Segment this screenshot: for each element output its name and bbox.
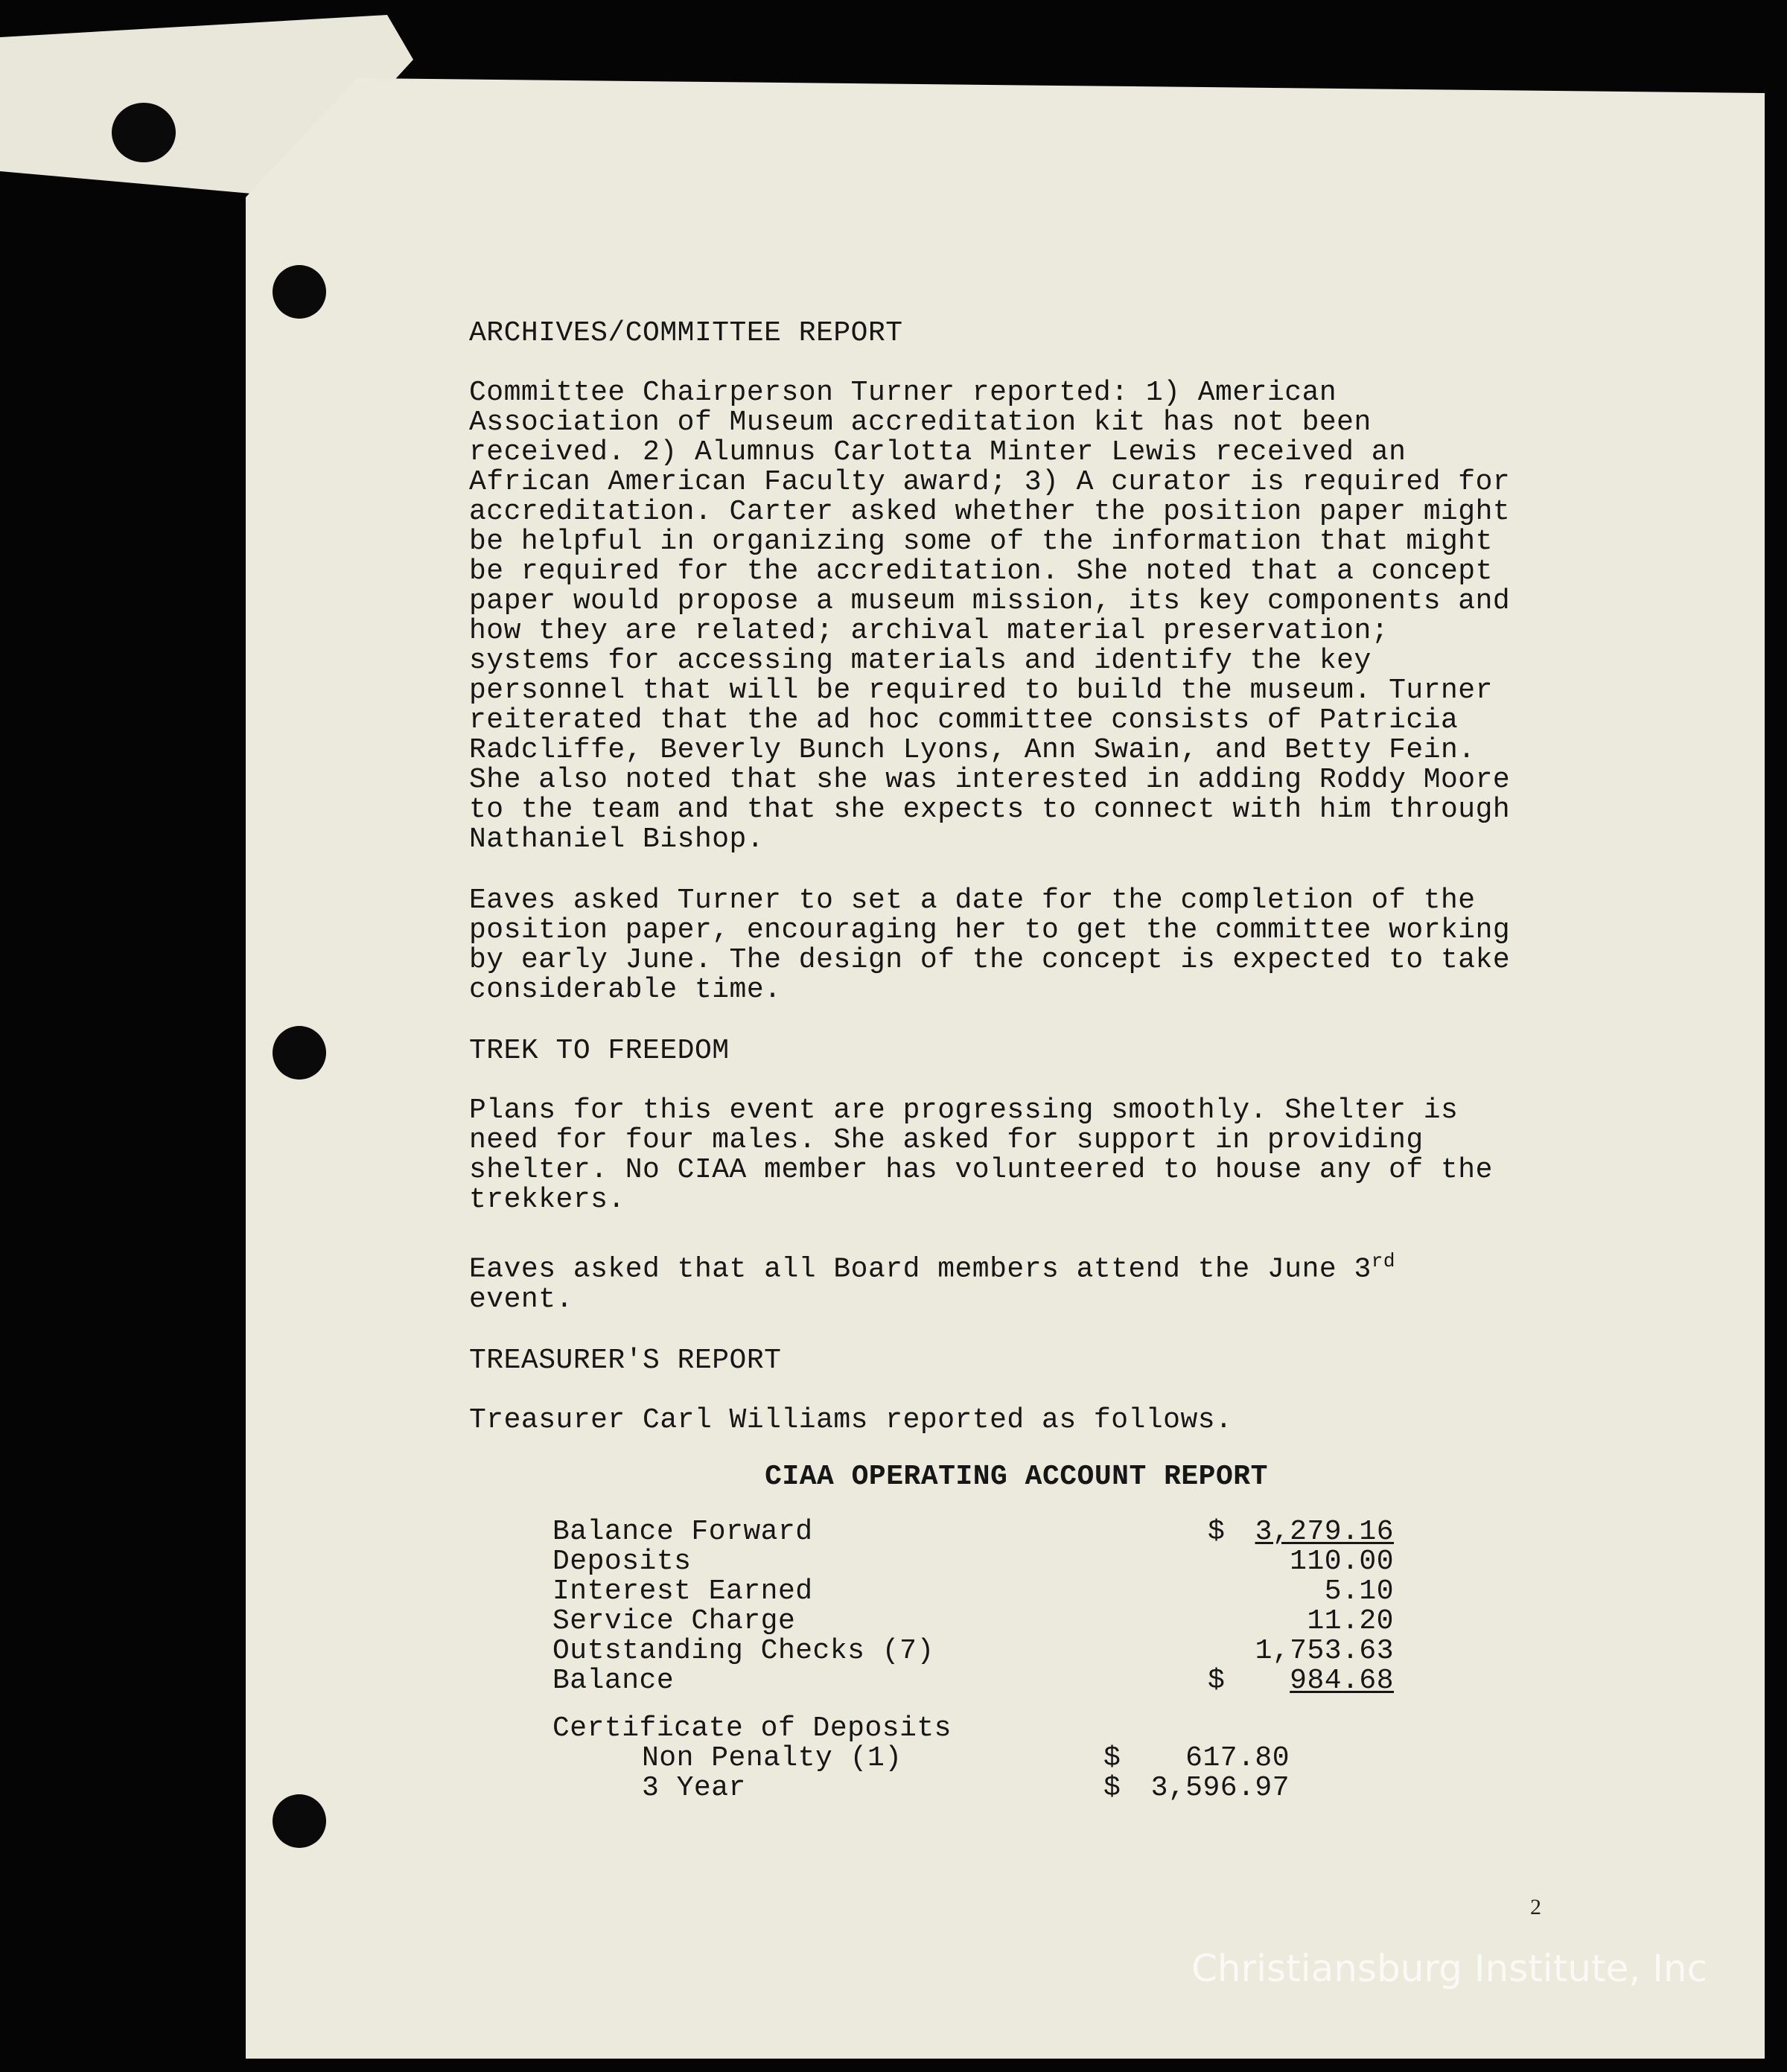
- row-label: 3 Year: [642, 1771, 746, 1804]
- row-label: Balance: [552, 1664, 675, 1697]
- page-number: 2: [1530, 1895, 1541, 1919]
- table-row: [552, 1517, 1394, 1547]
- certificate-of-deposits-table: [642, 1741, 1290, 1804]
- table-row: [552, 1547, 1394, 1577]
- row-amount: 11.20: [1307, 1604, 1394, 1637]
- table-row: [552, 1666, 1394, 1696]
- row-amount: 5.10: [1324, 1575, 1394, 1607]
- punch-hole-middle: [273, 1026, 326, 1080]
- row-currency: [1208, 1607, 1237, 1636]
- certificate-of-deposits-title: Certificate of Deposits: [552, 1712, 952, 1744]
- row-amount: 3,279.16: [1255, 1515, 1394, 1548]
- archives-paragraph-2: Eaves asked Turner to set a date for the completion of the position paper, encouraging her to get the committee working by early June. The design of the concept is expected to take considerable time.: [469, 884, 1511, 1006]
- row-currency: [1208, 1636, 1237, 1666]
- table-row: [642, 1773, 1290, 1803]
- row-currency: $: [1208, 1515, 1226, 1548]
- trek-paragraph-2-text: Eaves asked that all Board members attend the June 3: [469, 1253, 1372, 1286]
- trek-heading: TREK TO FREEDOM: [469, 1035, 730, 1067]
- row-label: Interest Earned: [552, 1575, 813, 1607]
- table-row: [552, 1607, 1394, 1636]
- punch-hole-bottom: [273, 1794, 326, 1848]
- ordinal-suffix: rd: [1371, 1250, 1396, 1272]
- row-amount: 110.00: [1290, 1545, 1394, 1578]
- treasurer-heading: TREASURER'S REPORT: [469, 1344, 782, 1377]
- table-row: [552, 1577, 1394, 1607]
- treasurer-intro: Treasurer Carl Williams reported as follows.: [469, 1403, 1233, 1436]
- punch-hole-top: [273, 265, 326, 319]
- row-amount: 617.80: [1185, 1741, 1290, 1774]
- trek-paragraph-2: [469, 1246, 1549, 1315]
- archives-paragraph-1: Committee Chairperson Turner reported: 1) American Association of Museum accreditation kit has not been received. 2) Alumnus Carlotta Minter Lewis received an African American Faculty award; 3) A curator is required for accreditation. Carter asked whether the position paper might be helpful in organizing some of the information that might be required for the accreditation. She noted that a concept paper would propose a museum mission, its key components and how they are related; archival material preservation; systems for accessing materials and identify the key personnel that will be required to build the museum. Turner reiterated that the ad hoc committee consists of Patricia Radcliffe, Beverly Bunch Lyons, Ann Swain, and Betty Fein. She also noted that she was interested in adding Roddy Moore to the team and that she expects to connect with him through Nathaniel Bishop.: [469, 377, 1511, 855]
- document-body: [469, 319, 1549, 1803]
- archives-heading: ARCHIVES/COMMITTEE REPORT: [469, 317, 903, 349]
- operating-account-report-title: CIAA OPERATING ACCOUNT REPORT: [765, 1460, 1268, 1493]
- row-currency: $: [1103, 1771, 1121, 1804]
- row-amount: 3,596.97: [1150, 1771, 1290, 1804]
- row-currency: $: [1208, 1664, 1226, 1697]
- flap-punch-hole: [112, 103, 176, 162]
- row-label: Deposits: [552, 1545, 692, 1578]
- row-label: Non Penalty (1): [642, 1741, 902, 1774]
- row-currency: $: [1103, 1741, 1121, 1774]
- operating-account-table: [552, 1517, 1394, 1696]
- row-currency: [1208, 1547, 1237, 1577]
- row-currency: [1208, 1577, 1237, 1607]
- row-amount: 984.68: [1290, 1664, 1394, 1697]
- watermark: Christiansburg Institute, Inc: [1191, 1947, 1708, 1990]
- table-row: [552, 1636, 1394, 1666]
- row-label: Balance Forward: [552, 1515, 813, 1548]
- trek-paragraph-2-end: event.: [469, 1283, 573, 1316]
- trek-paragraph-1: Plans for this event are progressing smoothly. Shelter is need for four males. She asked for support in providing shelter. No CIAA member has volunteered to house any of the trekkers.: [469, 1094, 1493, 1216]
- row-label: Service Charge: [552, 1604, 796, 1637]
- row-label: Outstanding Checks (7): [552, 1634, 934, 1667]
- table-row: [642, 1744, 1290, 1773]
- row-amount: 1,753.63: [1255, 1634, 1394, 1667]
